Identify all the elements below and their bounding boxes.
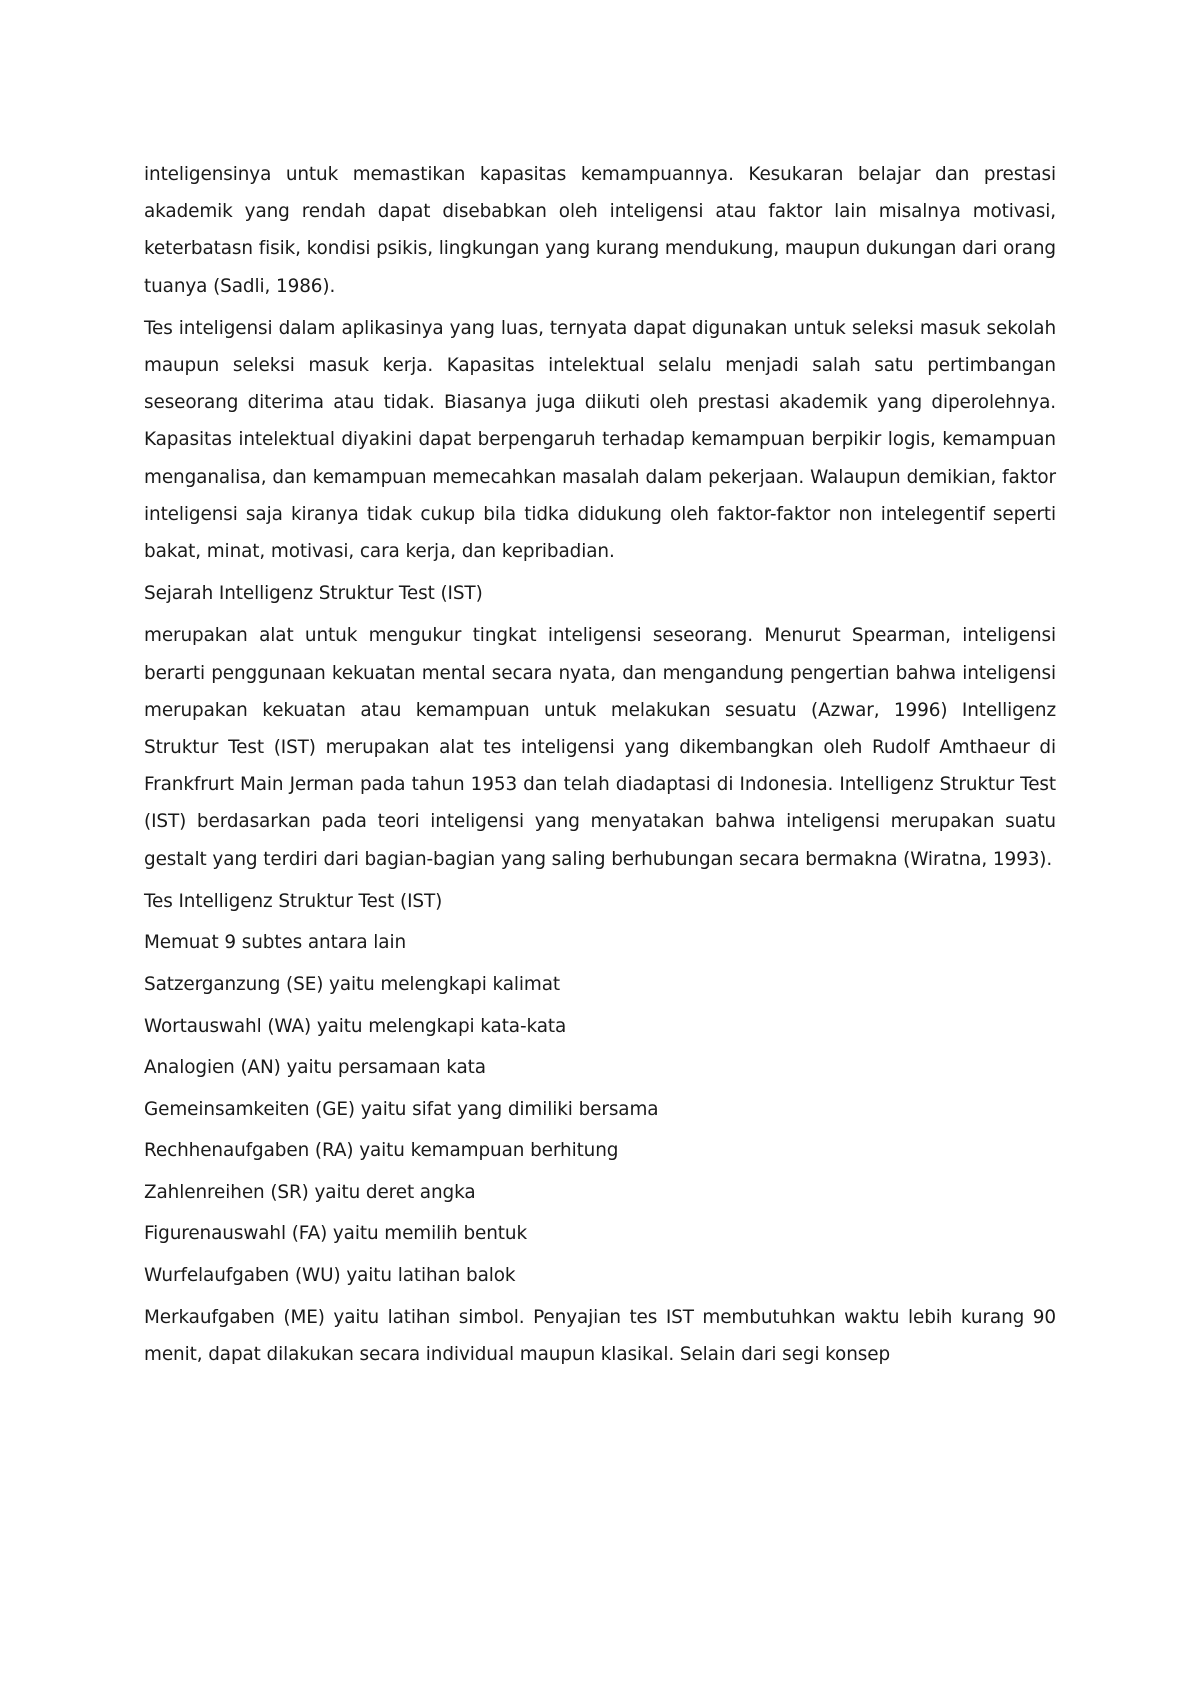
subtest-item: Zahlenreihen (SR) yaitu deret angka — [144, 1181, 476, 1203]
subtest-item: Rechhenaufgaben (RA) yaitu kemampuan berhitung — [144, 1140, 619, 1162]
paragraph-ist-administration: Merkaufgaben (ME) yaitu latihan simbol. Penyajian tes IST membutuhkan waktu lebih kurang 90 menit, dapat dilakukan secara individual maupun klasikal. Selain dari segi konsep — [144, 1307, 1056, 1366]
heading-ist-history: Sejarah Intelligenz Struktur Test (IST) — [144, 583, 483, 605]
subtest-item: Wurfelaufgaben (WU) yaitu latihan balok — [144, 1265, 516, 1287]
paragraph-intelligence-tests: Tes inteligensi dalam aplikasinya yang luas, ternyata dapat digunakan untuk seleksi masuk sekolah maupun seleksi masuk kerja. Kapasitas intelektual selalu menjadi salah satu pertimbangan seseorang diterima atau tidak. Biasanya juga diikuti oleh prestasi akademik yang diperolehnya. Kapasitas intelektual diyakini dapat berpengaruh terhadap kemampuan berpikir logis, kemampuan menganalisa, dan kemampuan memecahkan masalah dalam pekerjaan. Walaupun demikian, faktor inteligensi saja kiranya tidak cukup bila tidka didukung oleh faktor-faktor non intelegentif seperti bakat, minat, motivasi, cara kerja, dan kepribadian. — [144, 317, 1056, 563]
paragraph-ist-description: merupakan alat untuk mengukur tingkat inteligensi seseorang. Menurut Spearman, inteligensi berarti penggunaan kekuatan mental secara nyata, dan mengandung pengertian bahwa inteligensi merupakan kekuatan atau kemampuan untuk melakukan sesuatu (Azwar, 1996) Intelligenz Struktur Test (IST) merupakan alat tes inteligensi yang dikembangkan oleh Rudolf Amthaeur di Frankfrurt Main Jerman pada tahun 1953 dan telah diadaptasi di Indonesia. Intelligenz Struktur Test (IST) berdasarkan pada teori inteligensi yang menyatakan bahwa inteligensi merupakan suatu gestalt yang terdiri dari bagian-bagian yang saling berhubungan secara bermakna (Wiratna, 1993). — [144, 625, 1056, 870]
subtest-item: Figurenauswahl (FA) yaitu memilih bentuk — [144, 1223, 528, 1245]
subtest-item: Analogien (AN) yaitu persamaan kata — [144, 1057, 486, 1079]
document-body — [144, 156, 1056, 1374]
heading-ist-test: Tes Intelligenz Struktur Test (IST) — [144, 890, 443, 912]
subtest-item: Gemeinsamkeiten (GE) yaitu sifat yang dimiliki bersama — [144, 1098, 659, 1120]
subtest-item: Wortauswahl (WA) yaitu melengkapi kata-kata — [144, 1015, 567, 1037]
subtest-item: Satzerganzung (SE) yaitu melengkapi kalimat — [144, 974, 561, 995]
subtest-intro: Memuat 9 subtes antara lain — [144, 932, 407, 954]
paragraph-intelligence-capacity: inteligensinya untuk memastikan kapasitas kemampuannya. Kesukaran belajar dan prestasi akademik yang rendah dapat disebabkan oleh inteligensi atau faktor lain misalnya motivasi, keterbatasn fisik, kondisi psikis, lingkungan yang kurang mendukung, maupun dukungan dari orang tuanya (Sadli, 1986). — [144, 164, 1056, 297]
